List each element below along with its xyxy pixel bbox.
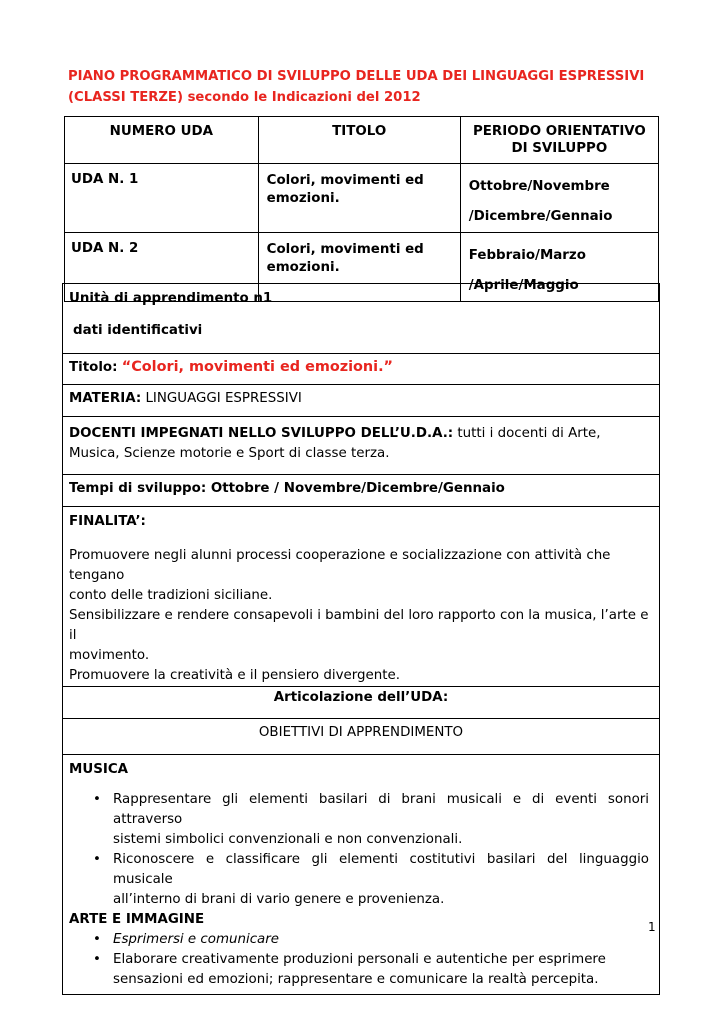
- uda-title: Colori, movimenti ed emozioni.: [258, 233, 460, 302]
- uda-period-line-2: /Dicembre/Gennaio: [468, 209, 613, 224]
- titolo-cell: [63, 354, 660, 385]
- objectives-row: [63, 755, 660, 995]
- titolo-value: “Colori, movimenti ed emozioni.”: [121, 359, 394, 375]
- musica-list: [69, 790, 649, 910]
- header-periodo: PERIODO ORIENTATIVO DI SVILUPPO: [460, 117, 658, 164]
- arte-item-text: Elaborare creativamente produzioni personali e autentiche per esprimere: [113, 952, 606, 967]
- materia-row: [63, 385, 660, 417]
- docenti-value: tutti i docenti di Arte,: [457, 426, 601, 441]
- uda-table-header-row: [65, 117, 659, 164]
- uda-period: [460, 164, 658, 233]
- uda-period-line-1: Febbraio/Marzo: [468, 248, 586, 263]
- finalita-item: Sensibilizzare e rendere consapevoli i bambini del loro rapporto con la musica, l’arte e il: [69, 608, 649, 643]
- list-item: [69, 850, 649, 910]
- list-item: [69, 930, 649, 950]
- docenti-value-continued: Musica, Scienze motorie e Sport di classe terza.: [69, 446, 390, 461]
- finalita-label: FINALITA’:: [69, 514, 146, 529]
- musica-item-text-continued: sistemi simbolici convenzionali e non convenzionali.: [113, 832, 463, 847]
- unit-heading-cell: [63, 284, 660, 354]
- musica-item-text: Riconoscere e classificare gli elementi costitutivi basilari del linguaggio musicale: [113, 852, 649, 887]
- table-row: [65, 164, 659, 233]
- list-item: [69, 790, 649, 850]
- header-line-2: (CLASSI TERZE) secondo le Indicazioni del 2012: [68, 90, 421, 105]
- arte-label: ARTE E IMMAGINE: [69, 912, 205, 927]
- unit-details-table: [62, 283, 660, 995]
- unit-subheading: dati identificativi: [73, 323, 203, 338]
- uda-table: [64, 116, 659, 302]
- docenti-label: DOCENTI IMPEGNATI NELLO SVILUPPO DELL’U.D.A.:: [69, 426, 454, 441]
- finalita-item-continued: conto delle tradizioni siciliane.: [69, 588, 273, 603]
- docenti-row: [63, 417, 660, 475]
- uda-name: UDA N. 2: [65, 233, 259, 302]
- uda-period-line-2: /Aprile/Maggio: [468, 278, 579, 293]
- obiettivi-cell: OBIETTIVI DI APPRENDIMENTO: [63, 719, 660, 755]
- list-item: [69, 950, 649, 990]
- titolo-label: Titolo:: [69, 360, 118, 375]
- articolazione-row: [63, 687, 660, 719]
- header-titolo: TITOLO: [258, 117, 460, 164]
- musica-label: MUSICA: [69, 762, 129, 777]
- uda-title: Colori, movimenti ed emozioni.: [258, 164, 460, 233]
- finalita-item: Promuovere la creatività e il pensiero divergente.: [69, 668, 400, 683]
- unit-heading-row: [63, 284, 660, 354]
- uda-name: UDA N. 1: [65, 164, 259, 233]
- finalita-item-continued: movimento.: [69, 648, 150, 663]
- finalita-row: [63, 507, 660, 687]
- tempi-cell: Tempi di sviluppo: Ottobre / Novembre/Dicembre/Gennaio: [63, 475, 660, 507]
- objectives-cell: [63, 755, 660, 995]
- docenti-cell: [63, 417, 660, 475]
- header-numero-uda: NUMERO UDA: [65, 117, 259, 164]
- articolazione-cell: Articolazione dell’UDA:: [63, 687, 660, 719]
- uda-period-line-1: Ottobre/Novembre: [468, 179, 610, 194]
- arte-item-text-continued: sensazioni ed emozioni; rappresentare e comunicare la realtà percepita.: [113, 972, 599, 987]
- arte-item-text: Esprimersi e comunicare: [113, 932, 280, 947]
- musica-item-text: Rappresentare gli elementi basilari di brani musicali e di eventi sonori attraverso: [113, 792, 649, 827]
- finalita-cell: [63, 507, 660, 687]
- materia-label: MATERIA:: [69, 391, 142, 406]
- obiettivi-row: [63, 719, 660, 755]
- arte-list: [69, 930, 649, 990]
- page-number: 1: [648, 920, 656, 934]
- unit-heading: Unità di apprendimento n1: [69, 291, 273, 306]
- materia-value: LINGUAGGI ESPRESSIVI: [145, 391, 302, 406]
- musica-item-text-continued: all’interno di brani di vario genere e provenienza.: [113, 892, 445, 907]
- document-header: [68, 66, 668, 108]
- header-line-1: PIANO PROGRAMMATICO DI SVILUPPO DELLE UDA DEI LINGUAGGI ESPRESSIVI: [68, 69, 645, 84]
- titolo-row: [63, 354, 660, 385]
- tempi-row: [63, 475, 660, 507]
- materia-cell: [63, 385, 660, 417]
- finalita-item: Promuovere negli alunni processi cooperazione e socializzazione con attività che tengano: [69, 548, 611, 583]
